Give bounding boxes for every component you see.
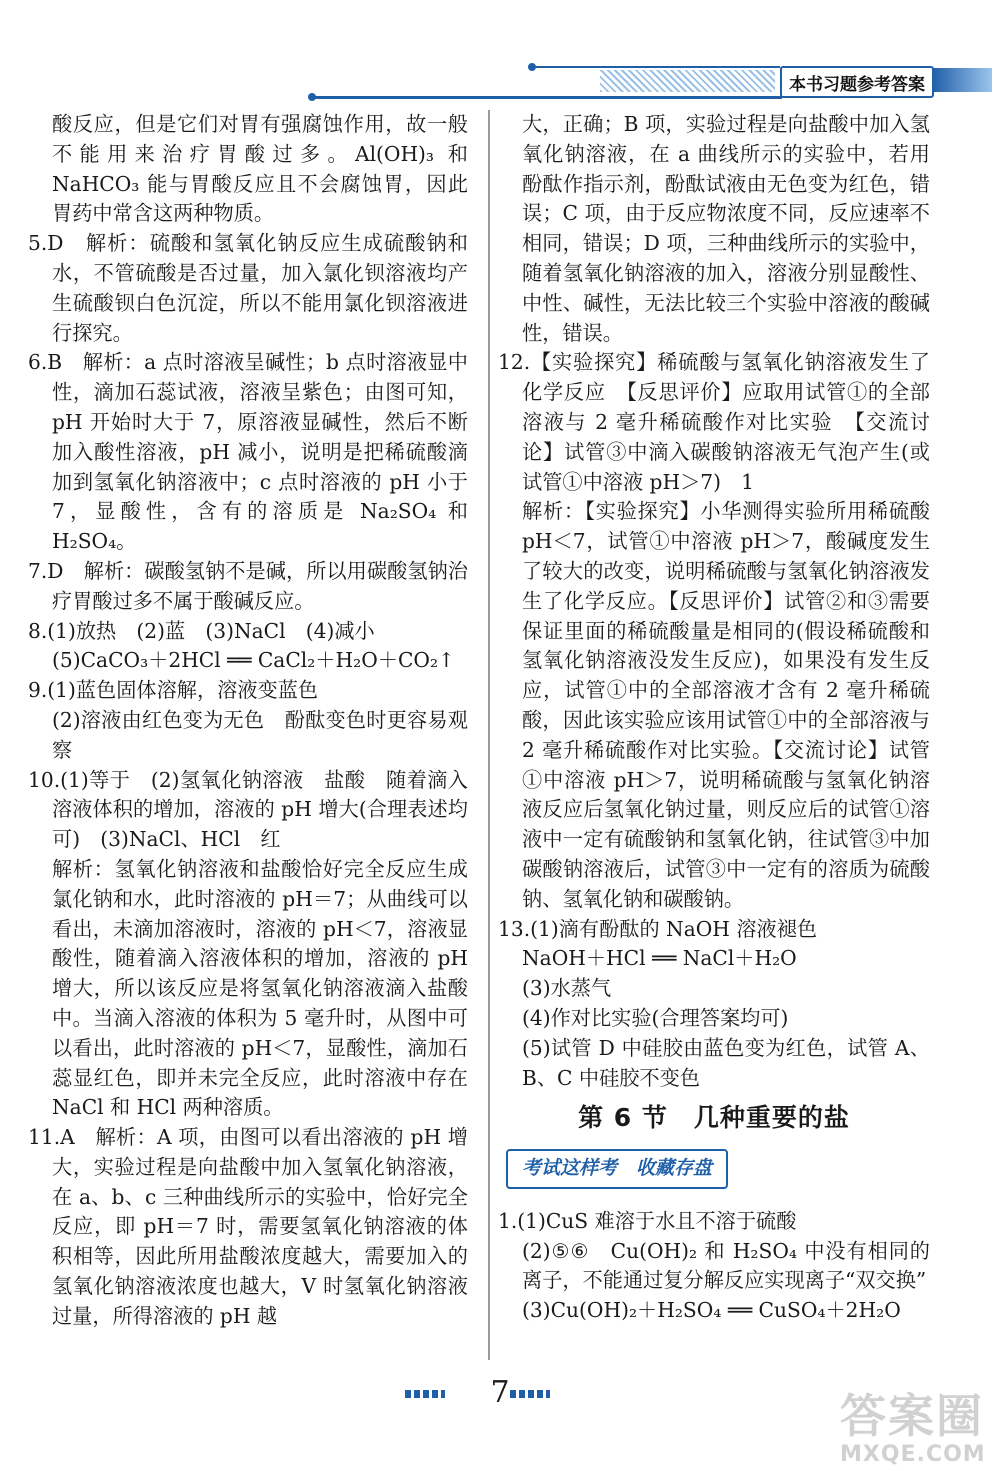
answer-continuation: 酸反应，但是它们对胃有强腐蚀作用，故一般不能用来治疗胃酸过多。Al(OH)₃ 和 NaHCO₃ 能与胃酸反应且不会腐蚀胃，因此胃药中常含这两种物质。 [52,112,468,226]
section-title: 第 6 节 几种重要的盐 [578,1103,850,1133]
header-hatch-decoration [600,70,775,92]
header-tail-decoration [932,68,992,92]
answer-item-8: 8.(1)放热 (2)蓝 (3)NaCl (4)减小 [28,618,375,643]
watermark-url: MXQE.COM [840,1442,986,1467]
answer-item-13-part5: (5)试管 D 中硅胶由蓝色变为红色，试管 A、B、C 中硅胶不变色 [522,1035,930,1090]
answer-item-10: 10.(1)等于 (2)氢氧化钠溶液 盐酸 随着滴入溶液体积的增加，溶液的 pH 增大(合理表述均可) (3)NaCl、HCl 红 [28,767,468,852]
answer-item-9: 9.(1)蓝色固体溶解，溶液变蓝色 [28,678,319,703]
right-column [498,110,930,1326]
answer-item-5: 5.D 解析：硫酸和氢氧化钠反应生成硫酸钠和水，不管硫酸是否过量，加入氯化钡溶液均产生硫酸钡白色沉淀，所以不能用氯化钡溶液进行探究。 [28,231,468,345]
answer-item-12: 12.【实验探究】稀硫酸与氢氧化钠溶液发生了化学反应 【反思评价】应取用试管①的全部溶液与 2 毫升稀硫酸作对比实验 【交流讨论】试管③中滴入碳酸钠溶液无气泡产生(或试管①中溶液 pH＞7) 1 [498,350,930,494]
page-number: 7 [490,1375,510,1410]
section6-item-1: 1.(1)CuS 难溶于水且不溶于硫酸 [498,1208,797,1233]
section6-item-1-part2: (2)⑤⑥ Cu(OH)₂ 和 H₂SO₄ 中没有相同的离子，不能通过复分解反应实现离子“双交换” [522,1238,930,1293]
column-divider [488,110,490,1360]
answer-item-11: 11.A 解析：A 项，由图可以看出溶液的 pH 增大，实验过程是向盐酸中加入氢氧化钠溶液，在 a、b、c 三种曲线所示的实验中，恰好完全反应，即 pH＝7 时，需要氢氧化钠溶液的体积相等，因此所用盐酸浓度越大，需要加入的氢氧化钠溶液浓度也越大，V 时氢氧化钠溶液过量，所得溶液的 pH 越 [28,1125,468,1328]
answer-item-6: 6.B 解析：a 点时溶液呈碱性；b 点时溶液显中性，滴加石蕊试液，溶液呈紫色；由图可知，pH 开始时大于 7，原溶液显碱性，然后不断加入酸性溶液，pH 减小，说明是把稀硫酸滴加到氢氧化钠溶液中；c 点时溶液的 pH 小于 7，显酸性，含有的溶质是 Na₂SO₄ 和 H₂SO₄。 [28,350,468,554]
header-rule-top [530,66,780,68]
footer-decoration-right [510,1390,550,1398]
header-rule [312,96,782,99]
answer-item-7: 7.D 解析：碳酸氢钠不是碱，所以用碳酸氢钠治疗胃酸过多不属于酸碱反应。 [28,558,468,613]
answer-item-13-equation: NaOH＋HCl ══ NaCl＋H₂O [522,946,797,971]
exam-tag: 考试这样考 收藏存盘 [506,1149,728,1189]
answer-item-13-part4: (4)作对比实验(合理答案均可) [522,1005,789,1030]
header-dot [528,63,536,71]
watermark-logo [840,1380,990,1465]
header-title: 本书习题参考答案 [780,66,934,98]
answer-item-8-equation: (5)CaCO₃＋2HCl ══ CaCl₂＋H₂O＋CO₂↑ [52,648,455,673]
watermark-text: 答案圈 [840,1389,984,1443]
header-dot [308,93,316,101]
answer-item-10-analysis: 解析：氢氧化钠溶液和盐酸恰好完全反应生成氯化钠和水，此时溶液的 pH＝7；从曲线可以看出，未滴加溶液时，溶液的 pH＜7，溶液显酸性，随着滴入溶液体积的增加，溶液的 pH 增大，所以该反应是将氢氧化钠溶液滴入盐酸中。当滴入溶液的体积为 5 毫升时，从图中可以看出，此时溶液的 pH＜7，显酸性，滴加石蕊显红色，即并未完全反应，此时溶液中存在 NaCl 和 HCl 两种溶质。 [52,856,468,1120]
answer-item-12-analysis: 解析：【实验探究】小华测得实验所用稀硫酸 pH＜7，试管①中溶液 pH＞7，酸碱度发生了较大的改变，说明稀硫酸与氢氧化钠溶液发生了化学反应。【反思评价】试管②和③需要保证里面的稀硫酸量是相同的(假设稀硫酸和氢氧化钠溶液没发生反应)，如果没有发生反应，试管①中的全部溶液才含有 2 毫升稀硫酸，因此该实验应该用试管①中的全部溶液与 2 毫升稀硫酸作对比实验。【交流讨论】试管①中溶液 pH＞7，说明稀硫酸与氢氧化钠溶液反应后氢氧化钠过量，则反应后的试管①溶液中一定有硫酸钠和氢氧化钠，往试管③中加碳酸钠溶液后，试管③中一定有的溶质为硫酸钠、氢氧化钠和碳酸钠。 [522,499,930,911]
left-column [28,110,468,1332]
answer-item-13-part3: (3)水蒸气 [522,976,612,1001]
answer-item-11-continuation: 大，正确；B 项，实验过程是向盐酸中加入氢氧化钠溶液，在 a 曲线所示的实验中，若用酚酞作指示剂，酚酞试液由无色变为红色，错误；C 项，由于反应物浓度不同，反应速率不相同，错误；D 项，三种曲线所示的实验中，随着氢氧化钠溶液的加入，溶液分别显酸性、中性、碱性，无法比较三个实验中溶液的酸碱性，错误。 [522,112,930,345]
answer-item-13: 13.(1)滴有酚酞的 NaOH 溶液褪色 [498,916,818,941]
section6-item-1-part3: (3)Cu(OH)₂＋H₂SO₄ ══ CuSO₄＋2H₂O [522,1298,901,1323]
answer-item-9-part2: (2)溶液由红色变为无色 酚酞变色时更容易观察 [52,707,468,762]
